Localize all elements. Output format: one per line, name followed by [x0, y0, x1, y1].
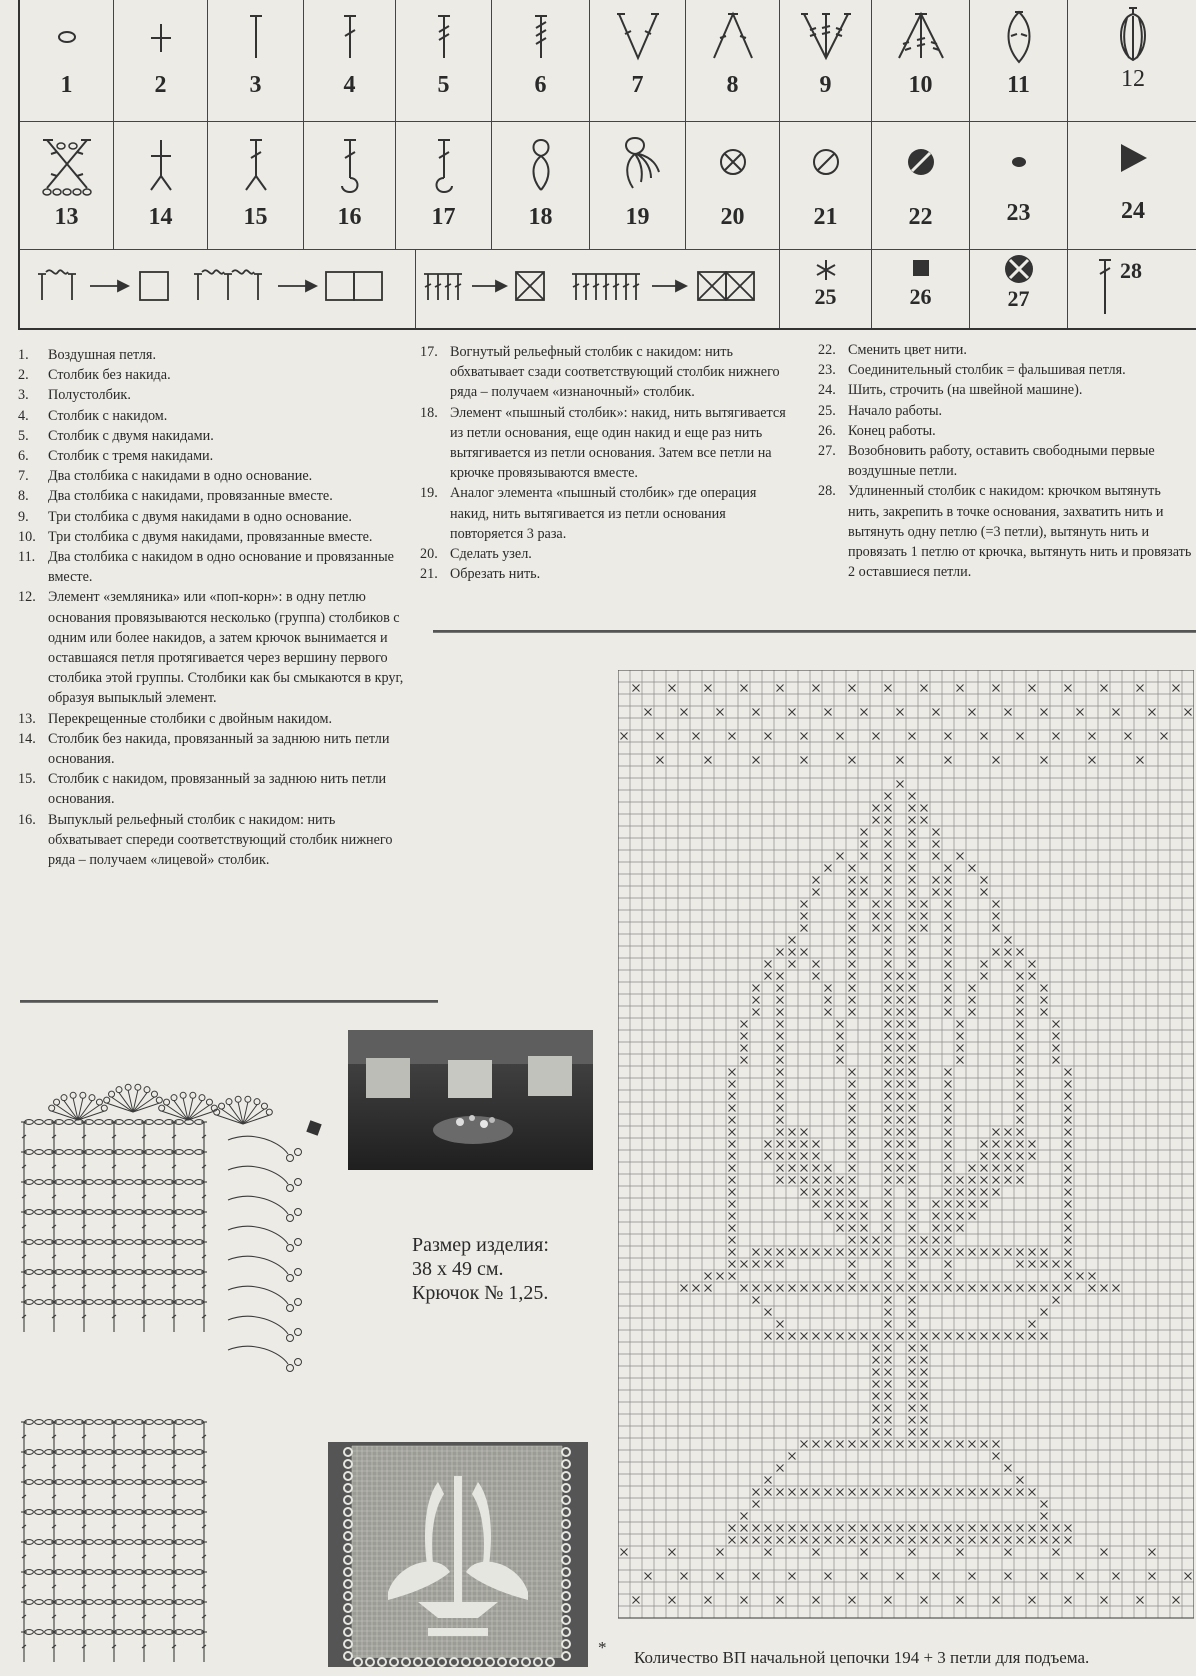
- legend-cell-23: [970, 122, 1068, 250]
- description-number: 9.: [18, 508, 29, 525]
- description-number: 7.: [18, 468, 29, 485]
- product-specs: [412, 1233, 549, 1305]
- legend-cell-16: [304, 122, 396, 250]
- description-number: 21.: [420, 566, 438, 583]
- description-text: Три столбика с двумя накидами, провязанные вместе.: [48, 528, 373, 545]
- table-photo: [348, 1030, 593, 1170]
- sew-triangle-icon: [1113, 138, 1153, 178]
- edging-corner-diagram: [18, 1070, 338, 1390]
- front-post-dc-icon: [330, 132, 370, 198]
- description-item: [420, 483, 790, 544]
- extended-dc-icon: [1090, 256, 1120, 320]
- legend-number: 13: [54, 204, 79, 230]
- description-text: Аналог элемента «пышный столбик» где операция накид, нить вытягивается из петли основания повторяется 3 раза.: [450, 485, 757, 542]
- description-number: 16.: [18, 811, 36, 828]
- description-number: 10.: [18, 528, 36, 545]
- slip-stitch-icon: [999, 142, 1039, 182]
- legend-cell-13: [20, 122, 114, 250]
- double-treble-crochet-icon: [521, 8, 561, 64]
- legend-cell-28: [1068, 250, 1196, 328]
- resume-work-icon: [1002, 252, 1036, 286]
- legend-cell-24: [1068, 122, 1196, 250]
- description-text: Перекрещенные столбики с двойным накидом.: [48, 710, 333, 727]
- description-number: 12.: [18, 589, 36, 606]
- legend-number: 19: [625, 204, 650, 230]
- legend-cell-5: [396, 0, 492, 122]
- cut-thread-icon: [806, 142, 846, 182]
- description-item: [818, 481, 1194, 582]
- description-number: 13.: [18, 710, 36, 727]
- description-item: [18, 385, 406, 405]
- legend-number: 9: [819, 72, 832, 98]
- legend-number: 12: [1121, 66, 1145, 92]
- description-number: 6.: [18, 448, 29, 465]
- legend-cell-chain-blocks: [20, 250, 416, 328]
- legend-cell-26: [872, 250, 970, 328]
- description-item: [18, 729, 406, 769]
- legend-number: 18: [528, 204, 553, 230]
- legend-cell-7: [590, 0, 686, 122]
- description-item: [18, 547, 406, 587]
- description-number: 23.: [818, 362, 836, 379]
- description-number: 19.: [420, 485, 438, 502]
- descriptions-column-3: [818, 340, 1194, 582]
- legend-number: 23: [1006, 200, 1031, 226]
- back-post-dc-icon: [424, 132, 464, 198]
- legend-number: 5: [437, 72, 450, 98]
- legend-cell-9: [780, 0, 872, 122]
- description-text: Воздушная петля.: [48, 347, 156, 363]
- three-tr-same-base-icon: [798, 6, 854, 66]
- description-text: Три столбика с двумя накидами в одно основание.: [48, 508, 352, 525]
- description-number: 4.: [18, 407, 29, 424]
- description-number: 20.: [420, 546, 438, 563]
- description-text: Столбик без накида.: [48, 367, 171, 384]
- legend-cell-25: [780, 250, 872, 328]
- description-text: Сделать узел.: [450, 546, 532, 563]
- description-item: [420, 342, 790, 403]
- description-text: Столбик с тремя накидами.: [48, 448, 214, 465]
- description-text: Столбик с накидом, провязанный за заднюю нить петли основания.: [48, 771, 387, 808]
- description-text: Столбик без накида, провязанный за заднюю нить петли основания.: [48, 730, 390, 768]
- puff-stitch-icon: [521, 132, 561, 198]
- description-text: Конец работы.: [848, 422, 936, 439]
- description-item: [18, 486, 406, 506]
- description-text: Возобновить работу, оставить свободными первые воздушные петли.: [848, 443, 1155, 480]
- description-item: [18, 769, 406, 809]
- description-item: [818, 380, 1194, 400]
- legend-cell-2: [114, 0, 208, 122]
- description-text: Два столбика с накидами в одно основание.: [48, 468, 313, 485]
- knot-icon: [713, 142, 753, 182]
- legend-number: 3: [249, 72, 262, 98]
- two-dc-cluster-icon: [997, 6, 1041, 68]
- legend-number: 15: [243, 204, 268, 230]
- description-number: 28.: [818, 483, 836, 500]
- two-dc-together-icon: [708, 6, 758, 66]
- legend-cell-12: [1068, 0, 1196, 122]
- legend-cell-27: [970, 250, 1068, 328]
- size-value: 38 х 49 см.: [412, 1258, 504, 1280]
- sc-back-loop-icon: [141, 132, 181, 198]
- description-text: Элемент «земляника» или «поп-корн»: в одну петлю основания провязываются несколько (группа) столбиков с одним или более накидов, а затем крючок вынимается и оставшаяся петля протягивается через вершину первого столбика этой группы. Столбики как бы смыкаются в круг, образуя выпыклый элемент.: [48, 589, 404, 707]
- description-number: 27.: [818, 443, 836, 460]
- double-crochet-icon: [330, 8, 370, 64]
- legend-cell-4: [304, 0, 396, 122]
- legend-cell-filled-blocks: [416, 250, 780, 328]
- description-item: [818, 401, 1194, 421]
- legend-number: 21: [813, 204, 838, 230]
- legend-cell-15: [208, 122, 304, 250]
- legend-number: 20: [720, 204, 745, 230]
- descriptions-column-2: [420, 342, 790, 584]
- description-number: 1.: [18, 347, 29, 363]
- legend-number: 17: [431, 204, 456, 230]
- legend-number: 24: [1121, 198, 1145, 224]
- description-text: Обрезать нить.: [450, 566, 541, 583]
- description-text: Элемент «пышный столбик»: накид, нить вытягивается из петли основания, еще один накид и еще раз нить вытягивается из петли основания. Затем все петли на крючке провязываются вместе.: [450, 404, 786, 482]
- legend-cell-10: [872, 0, 970, 122]
- description-text: Два столбика с накидами, провязанные вместе.: [48, 488, 333, 505]
- description-text: Столбик с накидом.: [48, 407, 168, 424]
- description-item: [18, 406, 406, 426]
- legend-cell-17: [396, 122, 492, 250]
- curtain-photo-image: [328, 1442, 588, 1667]
- legend-cell-3: [208, 0, 304, 122]
- description-number: 17.: [420, 344, 438, 360]
- description-item: [818, 340, 1194, 360]
- description-text: Начало работы.: [848, 402, 943, 419]
- asterisk-start-icon: [811, 256, 841, 286]
- description-number: 5.: [18, 427, 29, 444]
- legend-cell-1: [20, 0, 114, 122]
- legend-number: 25: [814, 284, 837, 309]
- description-text: Удлиненный столбик с накидом: крючком вытянуть нить, закрепить в точке основания, захватить нить и вытянуть одну петлю (=3 петли), вытянуть нить и провязать 1 петлю от крючка, вытянуть нить и провязать 2 оставшиеся петли.: [848, 483, 1192, 581]
- chain-count-note: Количество ВП начальной цепочки 194 + 3 петли для подъема.: [634, 1648, 1090, 1667]
- description-item: [18, 810, 406, 871]
- three-tr-together-icon: [893, 6, 949, 66]
- description-item: [818, 360, 1194, 380]
- chain-stitch-icon: [47, 12, 87, 62]
- description-text: Соединительный столбик = фальшивая петля.: [848, 362, 1126, 379]
- description-number: 3.: [18, 387, 29, 404]
- symbol-legend-table: [18, 0, 1196, 330]
- legend-number: 10: [908, 72, 933, 98]
- description-number: 8.: [18, 488, 29, 505]
- legend-cell-20: [686, 122, 780, 250]
- legend-number: 8: [726, 72, 739, 98]
- legend-cell-11: [970, 0, 1068, 122]
- crossed-stitches-icon: [37, 132, 97, 198]
- legend-number: 1: [60, 72, 73, 98]
- treble-crochet-icon: [424, 8, 464, 64]
- chain-to-block-icon: [20, 254, 410, 324]
- legend-number: 11: [1007, 72, 1030, 98]
- star-marker: *: [598, 1638, 607, 1657]
- description-item: [420, 564, 790, 584]
- edging-side-diagram: [18, 1412, 248, 1667]
- legend-cell-22: [872, 122, 970, 250]
- legend-cell-8: [686, 0, 780, 122]
- description-item: [818, 441, 1194, 481]
- description-item: [18, 446, 406, 466]
- description-text: Два столбика с накидом в одно основание и провязанные вместе.: [48, 549, 394, 586]
- legend-cell-6: [492, 0, 590, 122]
- description-item: [18, 426, 406, 446]
- description-text: Выпуклый рельефный столбик с накидом: нить обхватывает спереди соответствующий столбик нижнего ряда – получаем «лицевой» столбик.: [48, 811, 393, 869]
- single-crochet-icon: [141, 12, 181, 62]
- description-item: [18, 345, 406, 365]
- description-item: [818, 421, 1194, 441]
- hook-size: Крючок № 1,25.: [412, 1282, 549, 1304]
- description-text: Шить, строчить (на швейной машине).: [848, 382, 1083, 399]
- popcorn-stitch-icon: [1111, 4, 1155, 66]
- description-number: 26.: [818, 422, 836, 439]
- dc-back-loop-icon: [236, 132, 276, 198]
- description-item: [18, 709, 406, 729]
- section-divider: [20, 1000, 438, 1003]
- description-item: [420, 544, 790, 564]
- finished-curtain-photo: [328, 1442, 588, 1667]
- legend-number: 28: [1120, 258, 1142, 283]
- description-item: [18, 466, 406, 486]
- change-color-icon: [901, 142, 941, 182]
- half-double-crochet-icon: [236, 8, 276, 64]
- description-item: [18, 527, 406, 547]
- description-item: [18, 587, 406, 708]
- description-number: 14.: [18, 730, 36, 747]
- description-item: [420, 403, 790, 484]
- tablecloth-photo-image: [348, 1030, 593, 1170]
- legend-number: 7: [631, 72, 644, 98]
- legend-number: 14: [148, 204, 173, 230]
- puff-stitch-3-icon: [613, 132, 663, 198]
- description-text: Сменить цвет нити.: [848, 342, 967, 358]
- description-text: Вогнутый рельефный столбик с накидом: нить обхватывает сзади соответствующий столбик нижнего ряда – получаем «изнаночный» столбик.: [450, 344, 780, 401]
- legend-number: 22: [908, 204, 933, 230]
- legend-number: 16: [337, 204, 362, 230]
- size-label: Размер изделия:: [412, 1234, 549, 1256]
- description-number: 24.: [818, 382, 836, 399]
- legend-cell-18: [492, 122, 590, 250]
- description-number: 22.: [818, 342, 836, 358]
- description-number: 25.: [818, 402, 836, 419]
- description-item: [18, 507, 406, 527]
- descriptions-column-1: [18, 345, 406, 870]
- description-number: 15.: [18, 771, 36, 788]
- description-number: 18.: [420, 404, 438, 421]
- description-item: [18, 365, 406, 385]
- description-text: Столбик с двумя накидами.: [48, 427, 214, 444]
- section-divider: [433, 630, 1196, 633]
- dc-to-filled-block-icon: [416, 254, 776, 324]
- legend-cell-21: [780, 122, 872, 250]
- legend-cell-19: [590, 122, 686, 250]
- filet-crochet-chart: [618, 670, 1194, 1622]
- legend-number: 26: [909, 284, 932, 309]
- legend-number: 6: [534, 72, 547, 98]
- description-text: Полустолбик.: [48, 387, 131, 404]
- square-end-icon: [906, 254, 936, 284]
- description-number: 2.: [18, 367, 29, 384]
- legend-number: 4: [343, 72, 356, 98]
- legend-cell-14: [114, 122, 208, 250]
- legend-number: 2: [154, 72, 167, 98]
- two-dc-same-base-icon: [613, 6, 663, 66]
- description-number: 11.: [18, 549, 36, 566]
- legend-number: 27: [1007, 286, 1030, 311]
